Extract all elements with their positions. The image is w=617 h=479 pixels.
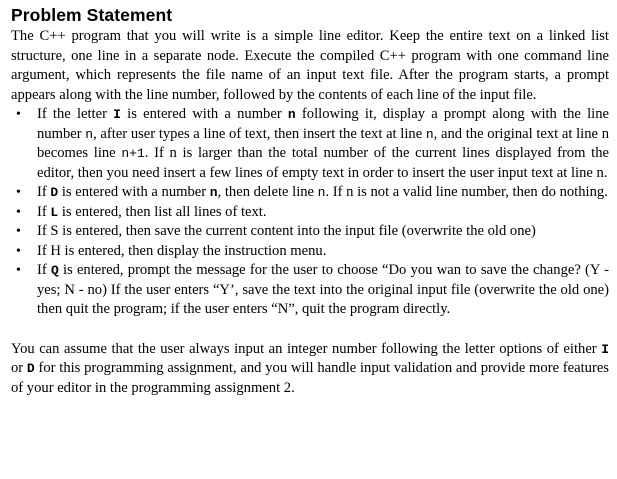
command-letter-d: D bbox=[50, 185, 59, 200]
command-letter-i: I bbox=[601, 341, 609, 357]
command-letter-d: D bbox=[26, 361, 35, 376]
bullet-icon: • bbox=[16, 263, 21, 278]
list-item-insert: • If the letter I is entered with a number n following it, display a prompt along with the line number n, after user types a line of text, then insert the text at line n, and the original text at line n becomes line n+1. If n is larger than the total number of the current lines displayed from the editor, then you need insert a few lines of empty text in order to insert the user input text at line n. bbox=[16, 106, 609, 181]
list-item-delete: • If D is entered with a number n, then delete line n. If n is not a valid line number, then do nothing. bbox=[11, 183, 609, 203]
document-page bbox=[11, 4, 609, 398]
bullet-icon: • bbox=[16, 204, 21, 220]
intro-paragraph bbox=[11, 27, 609, 105]
list-item-list: • If L is entered, then list all lines of text. bbox=[11, 203, 609, 223]
command-letter-q: Q bbox=[50, 263, 59, 278]
bullet-icon: • bbox=[16, 185, 21, 200]
problem-statement-heading: Problem Statement bbox=[11, 5, 173, 25]
closing-paragraph: You can assume that the user always input an integer number following the letter options of either I or D for this programming assignment, and you will handle input validation and provide more features of your editor in the programming assignment 2. bbox=[11, 340, 609, 396]
bullet-icon: • bbox=[16, 224, 21, 239]
command-letter-l: L bbox=[50, 204, 59, 220]
command-letter-i: I bbox=[113, 107, 121, 122]
list-item-save: • If S is entered, then save the current content into the input file (overwrite the old one) bbox=[11, 222, 609, 242]
number-n: n bbox=[287, 107, 296, 122]
spacer bbox=[11, 320, 609, 340]
list-item-quit: • If Q is entered, prompt the message for the user to choose “Do you wan to save the change? (Y - yes; N - no) If the user enters “Y’, save the text into the original input file (overwrite the old one) then quit the program; if the user enters “N”, quit the program directly. bbox=[16, 262, 609, 317]
bullet-icon: • bbox=[16, 243, 21, 259]
number-n: n bbox=[209, 185, 218, 200]
command-list bbox=[11, 105, 609, 320]
list-item-help: • If H is entered, then display the instruction menu. bbox=[11, 242, 609, 262]
bullet-icon: • bbox=[16, 107, 21, 122]
intro-text: The C++ program that you will write is a simple line editor. Keep the entire text on a linked list structure, one line in a separate node. Execute the compiled C++ program with one command line argument, which represents the file name of an input text file. After the program starts, a prompt appears along with the line number, followed by the contents of each line of the input file. bbox=[11, 28, 609, 103]
